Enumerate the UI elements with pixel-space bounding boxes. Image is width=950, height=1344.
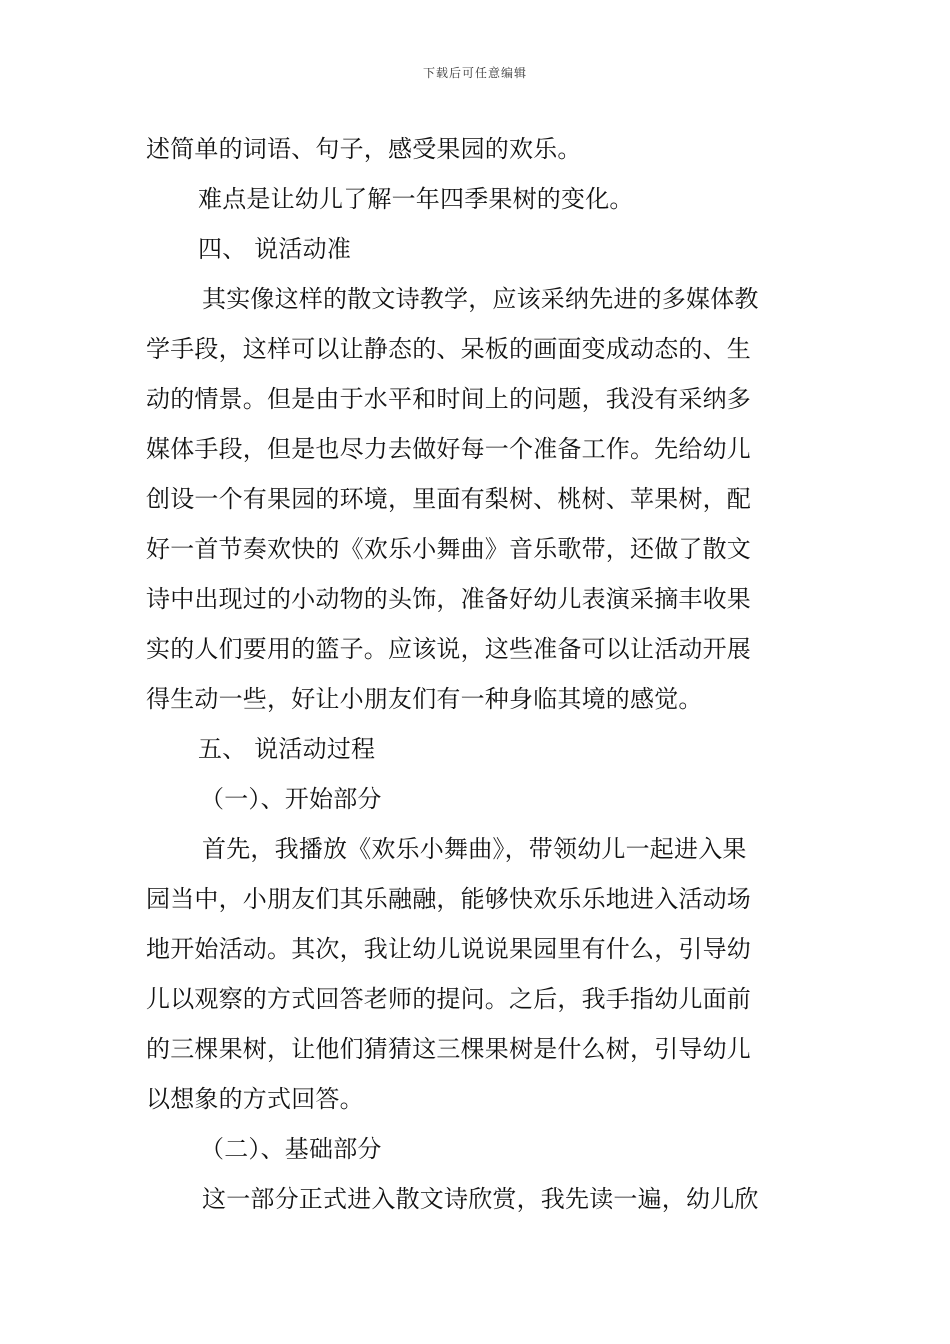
subsection-heading-1: （一）、开始部分 (200, 785, 382, 813)
paragraph-line: 难点是让幼儿了解一年四季果树的变化。 (198, 185, 634, 213)
paragraph-line: 地开始活动。其次，我让幼儿说说果园里有什么，引导幼 (146, 935, 751, 963)
paragraph-line: 诗中出现过的小动物的头饰，准备好幼儿表演采摘丰收果 (146, 585, 751, 613)
paragraph-line: 这一部分正式进入散文诗欣赏，我先读一遍，幼儿欣 (202, 1185, 759, 1213)
paragraph-line: 儿以观察的方式回答老师的提问。之后，我手指幼儿面前 (146, 985, 751, 1013)
paragraph-line: 创设一个有果园的环境，里面有梨树、桃树、苹果树，配 (146, 485, 751, 513)
paragraph-line: 实的人们要用的篮子。应该说，这些准备可以让活动开展 (146, 635, 751, 663)
paragraph-line: 以想象的方式回答。 (146, 1085, 364, 1113)
paragraph-line: 好一首节奏欢快的《欢乐小舞曲》音乐歌带，还做了散文 (146, 535, 751, 563)
paragraph-line: 园当中，小朋友们其乐融融，能够快欢乐乐地进入活动场 (146, 885, 751, 913)
section-heading-4: 四、 说活动准 (198, 235, 352, 263)
document-body (146, 124, 806, 1224)
paragraph-line: 动的情景。但是由于水平和时间上的问题，我没有采纳多 (146, 385, 751, 413)
section-heading-5: 五、 说活动过程 (198, 735, 376, 763)
subsection-heading-2: （二）、基础部分 (200, 1135, 382, 1163)
paragraph-line: 述简单的词语、句子，感受果园的欢乐。 (146, 135, 582, 163)
paragraph-line: 得生动一些，好让小朋友们有一种身临其境的感觉。 (146, 685, 703, 713)
page-header: 下载后可任意编辑 (422, 66, 527, 80)
paragraph-line: 其实像这样的散文诗教学，应该采纳先进的多媒体教 (202, 285, 759, 313)
paragraph-line: 学手段，这样可以让静态的、呆板的画面变成动态的、生 (146, 335, 751, 363)
paragraph-line: 媒体手段，但是也尽力去做好每一个准备工作。先给幼儿 (146, 435, 751, 463)
paragraph-line: 首先，我播放《欢乐小舞曲》，带领幼儿一起进入果 (202, 835, 747, 863)
paragraph-line: 的三棵果树，让他们猜猜这三棵果树是什么树，引导幼儿 (146, 1035, 751, 1063)
